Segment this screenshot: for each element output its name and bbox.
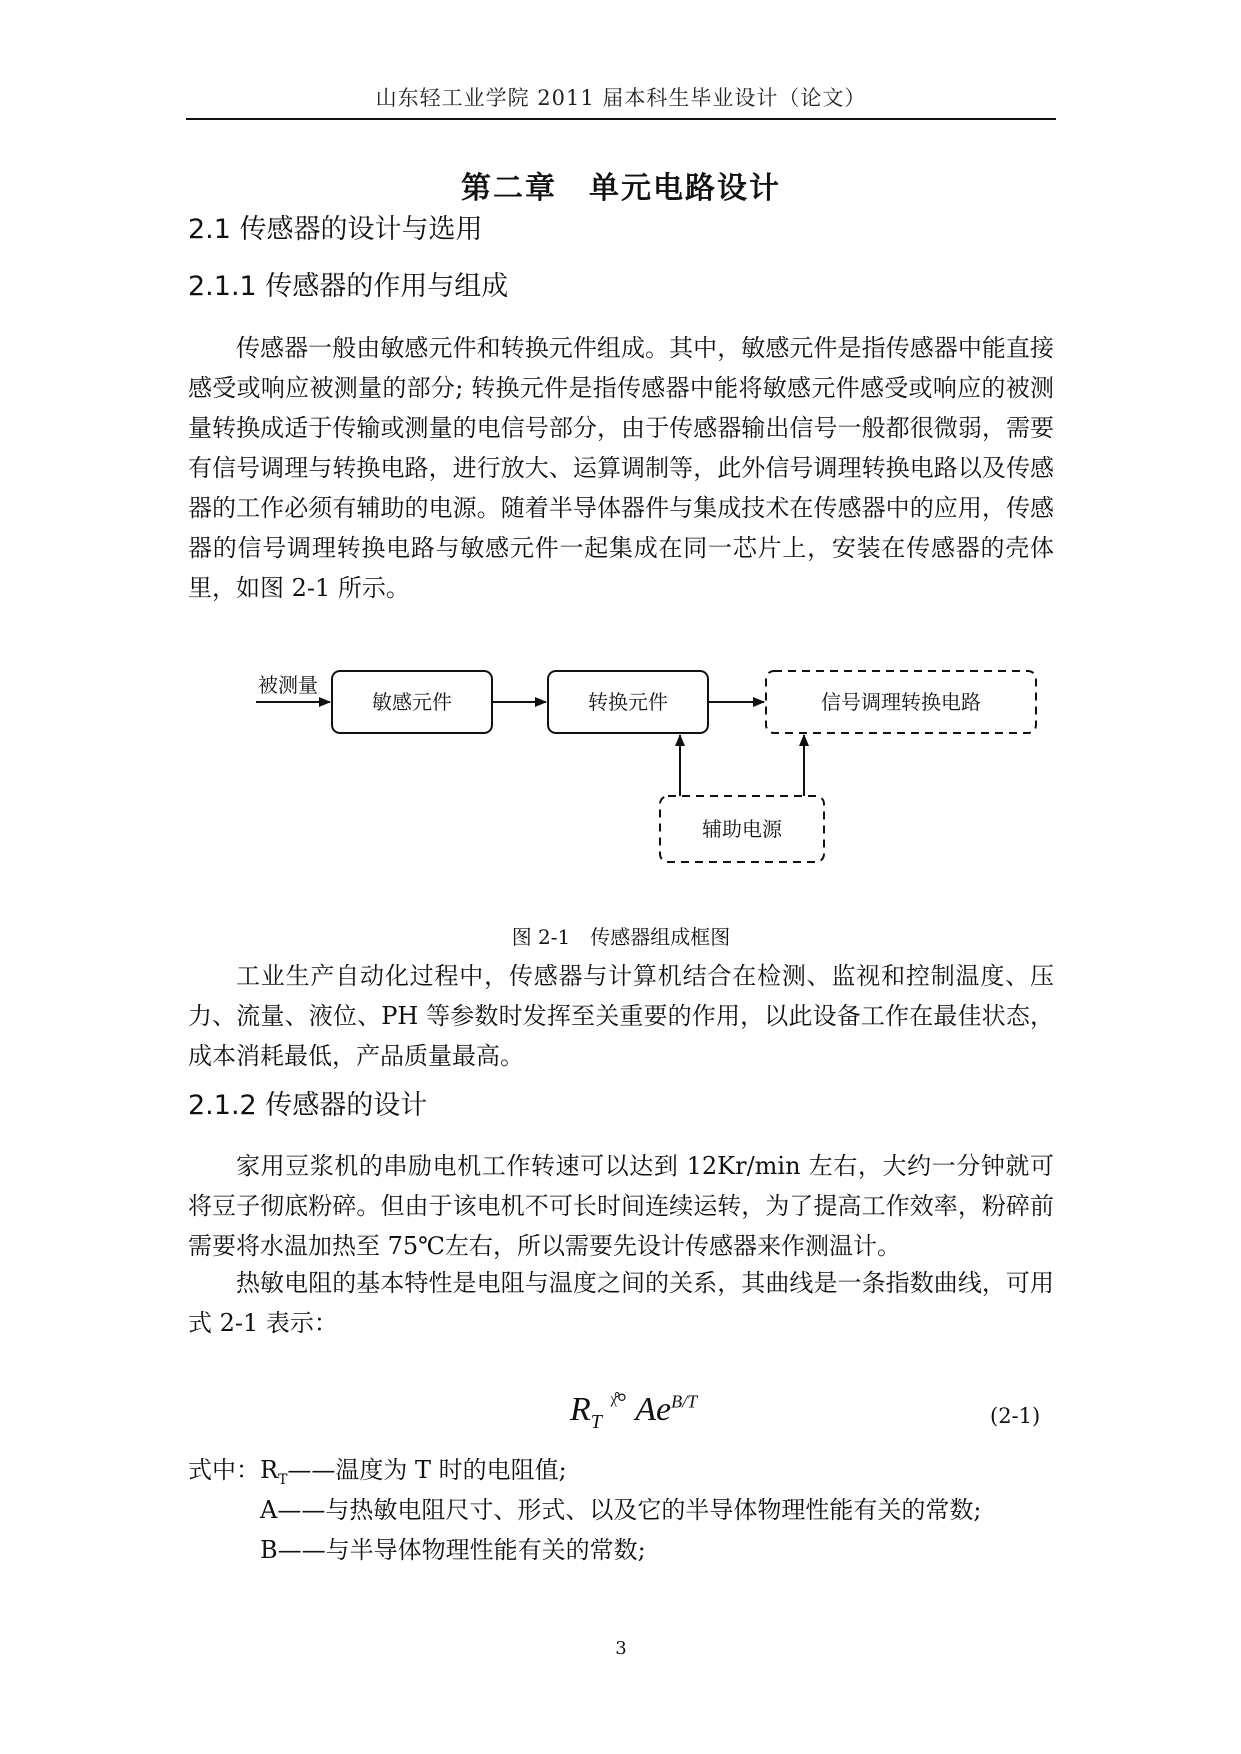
formula-rhs: Ae [635,1391,672,1428]
paragraph-sensor-composition: 传感器一般由敏感元件和转换元件组成。其中，敏感元件是指传感器中能直接感受或响应被测量的部分; 转换元件是指传感器中能将敏感元件感受或响应的被测量转换成适于传输或测量的电信号部分，由于传感器输出信号一般都很微弱，需要有信号调理与转换电路，进行放大、运算调制等，此外信号调理转换电路以及传感器的工作必须有辅助的电源。随着半导体器件与集成技术在传感器中的应用，传感器的信号调理转换电路与敏感元件一起集成在同一芯片上，安装在传感器的壳体里，如图 2-1 所示。 [188,334,1054,602]
where-rt-definition: ——温度为 T 时的电阻值; [287,1456,567,1484]
conversion-element-label: 转换元件 [588,690,668,714]
section-heading-2-1-2: 2.1.2 传感器的设计 [188,1090,428,1121]
paragraph-soymilk-motor: 家用豆浆机的串励电机工作转速可以达到 12Kr/min 左右，大约一分钟就可将豆子彻底粉碎。但由于该电机不可长时间连续运转，为了提高工作效率，粉碎前需要将水温加热至 75℃左右，所以需要先设计传感器来作测温计。 [188,1152,1054,1260]
paragraph-industrial-use: 工业生产自动化过程中，传感器与计算机结合在检测、监视和控制温度、压力、流量、液位、PH 等参数时发挥至关重要的作用，以此设备工作在最佳状态，成本消耗最低，产品质量最高。 [188,962,1054,1070]
where-line-a: A——与热敏电阻尺寸、形式、以及它的半导体物理性能有关的常数; [260,1496,982,1524]
section-heading-2-1: 2.1 传感器的设计与选用 [188,214,483,245]
where-line-b: B——与半导体物理性能有关的常数; [260,1536,646,1564]
page-number: 3 [615,1638,627,1659]
formula-number: (2-1) [990,1404,1041,1428]
auxiliary-power-label: 辅助电源 [702,817,782,841]
formula-exponent: B/T [671,1391,698,1412]
sensing-element-label: 敏感元件 [372,690,452,714]
header-rule [186,118,1056,120]
formula-lhs: R [570,1391,591,1428]
thermistor-formula [570,1390,697,1434]
formula-lhs-subscript: T [590,1410,602,1433]
running-header: 山东轻工业学院 2011 届本科生毕业设计（论文） [375,86,867,110]
signal-conditioning-label: 信号调理转换电路 [821,690,981,714]
paragraph-thermistor: 热敏电阻的基本特性是电阻与温度之间的关系，其曲线是一条指数曲线，可用式 2-1 表示： [188,1269,1054,1337]
input-label: 被测量 [258,673,318,697]
figure-caption: 图 2-1 传感器组成框图 [511,925,731,949]
where-prefix: 式中：R [188,1456,279,1484]
chapter-title: 第二章 单元电路设计 [461,171,781,206]
sensor-block-diagram [250,666,1050,896]
section-heading-2-1-1: 2.1.1 传感器的作用与组成 [188,271,509,302]
where-subscript: T [278,1471,288,1488]
formula-operator: ᵡ̊° [610,1390,627,1416]
